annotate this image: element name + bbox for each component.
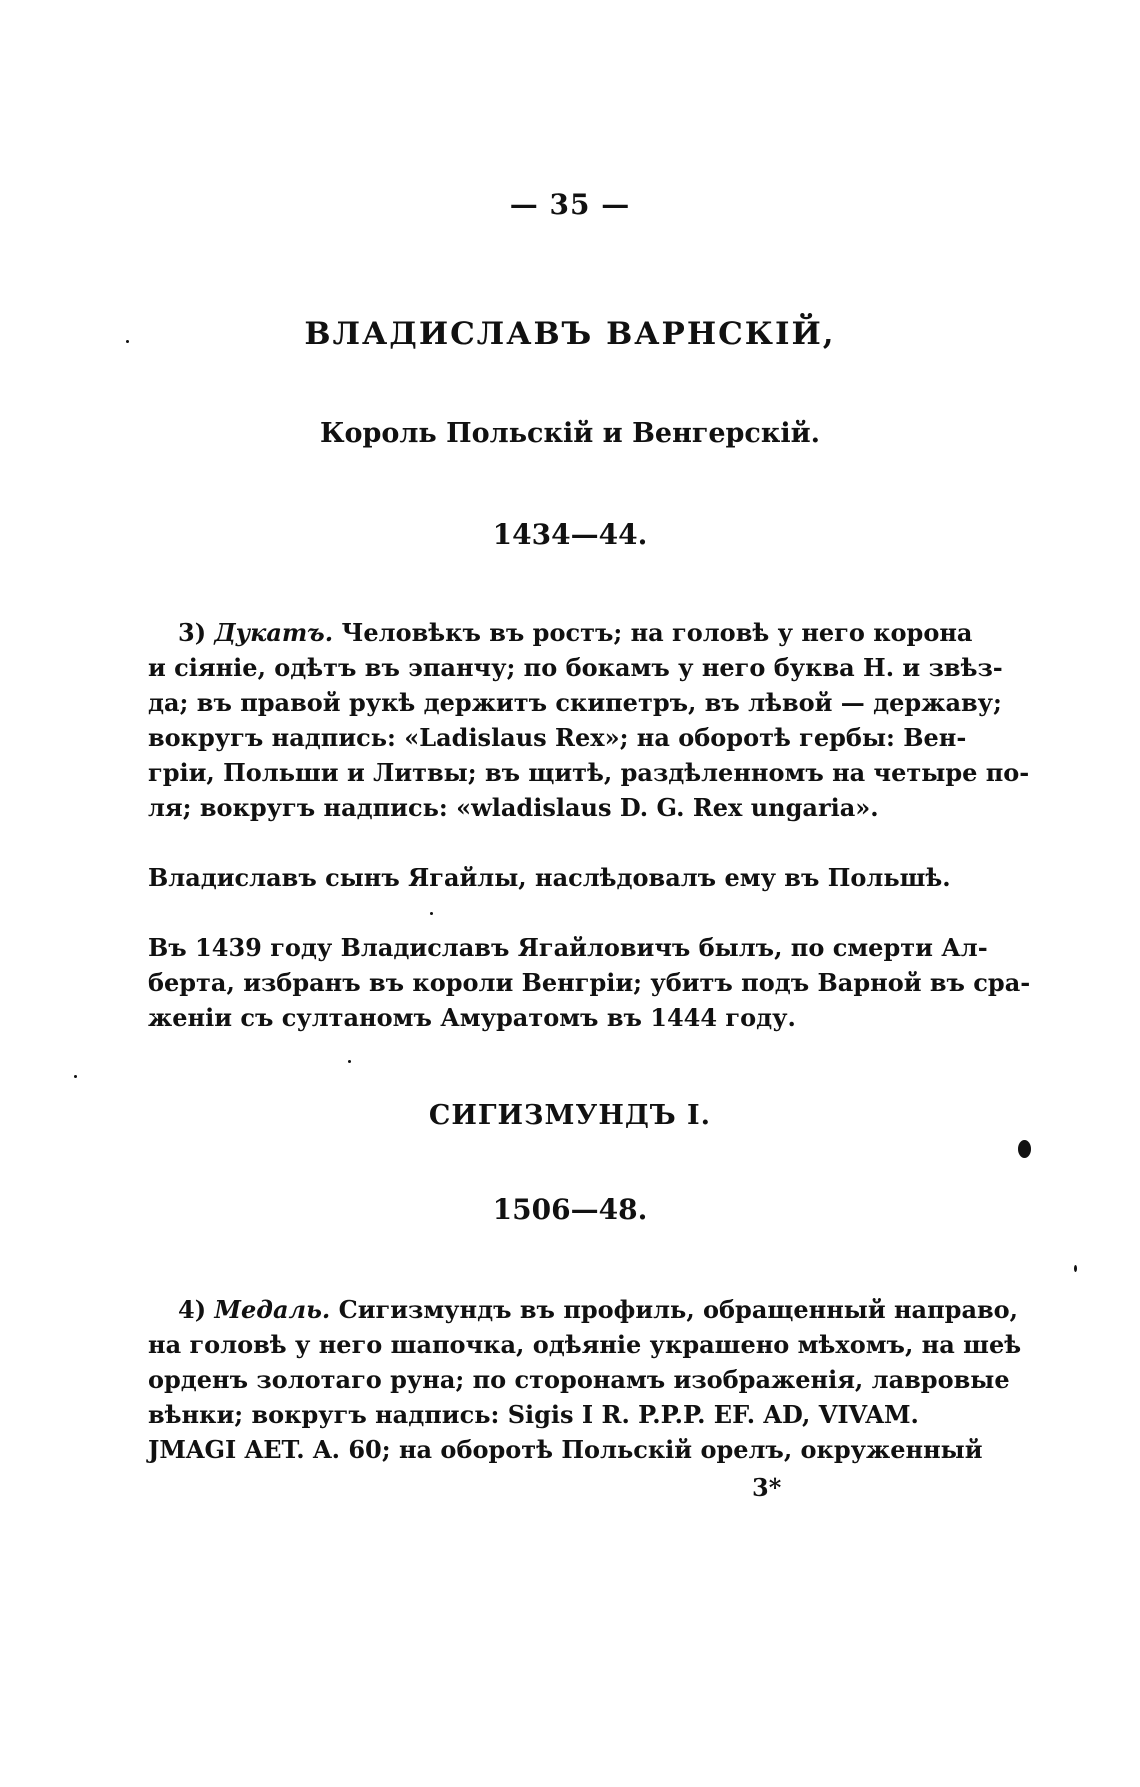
item-4-line-5: JMAGI AET. A. 60; на оборотѣ Польскій орелъ, окруженный [148,1435,983,1464]
item-3-line-3: да; въ правой рукѣ держитъ скипетръ, въ лѣвой — державу; [148,688,1002,717]
item-3-line-6: ля; вокругъ надпись: «wladislaus D. G. Rex ungaria». [148,793,879,822]
ink-speck [1074,1265,1077,1272]
item-term: Медаль. [214,1295,331,1324]
reign-years-sigismund: 1506—48. [492,1193,648,1226]
page-number: — 35 — [509,188,631,221]
history-line-3: женіи съ султаномъ Амуратомъ въ 1444 году. [148,1003,796,1032]
section-title-sigismund: СИГИЗМУНДЪ I. [428,1100,712,1131]
item-number: 3) [178,618,207,647]
section-subtitle: Король Польскій и Венгерскій. [319,418,821,449]
item-3-line-2: и сіяніе, одѣтъ въ эпанчу; по бокамъ у него буква Н. и звѣз- [148,653,1003,682]
section-title-vladislav: ВЛАДИСЛАВЪ ВАРНСКІЙ, [304,316,836,352]
item-term: Дукатъ. [214,618,334,647]
signature-mark: 3* [752,1473,782,1502]
ink-speck [348,1060,351,1063]
ink-speck [430,912,433,915]
ink-speck [1018,1140,1031,1158]
item-number: 4) [178,1295,207,1324]
item-4-line-4: вѣнки; вокругъ надпись: Sigis I R. P.P.P. EF. AD, VIVAM. [148,1400,919,1429]
item-4-line-1: 4) Медаль. Сигизмундъ въ профиль, обращенный направо, [178,1295,1019,1324]
history-line-1: Въ 1439 году Владиславъ Ягайловичъ былъ, по смерти Ал- [148,933,988,962]
ink-speck [126,340,129,343]
item-4-line-2: на головѣ у него шапочка, одѣяніе украшено мѣхомъ, на шеѣ [148,1330,1022,1359]
paragraph-succession: Владиславъ сынъ Ягайлы, наслѣдовалъ ему въ Польшѣ. [148,863,951,892]
item-3-line-1: 3) Дукатъ. Человѣкъ въ ростъ; на головѣ у него корона [178,618,973,647]
item-3-line-5: гріи, Польши и Литвы; въ щитѣ, раздѣленномъ на четыре по- [148,758,1030,787]
history-line-2: берта, избранъ въ короли Венгріи; убитъ подъ Варной въ сра- [148,968,1031,997]
item-3-line-4: вокругъ надпись: «Ladislaus Rex»; на оборотѣ гербы: Вен- [148,723,967,752]
item-4-line-3: орденъ золотаго руна; по сторонамъ изображенія, лавровые [148,1365,1010,1394]
reign-years-vladislav: 1434—44. [492,518,648,551]
item-3-description [148,615,1030,825]
item-4-description [148,1292,1022,1467]
ink-speck [74,1075,77,1078]
paragraph-history [148,930,1031,1035]
